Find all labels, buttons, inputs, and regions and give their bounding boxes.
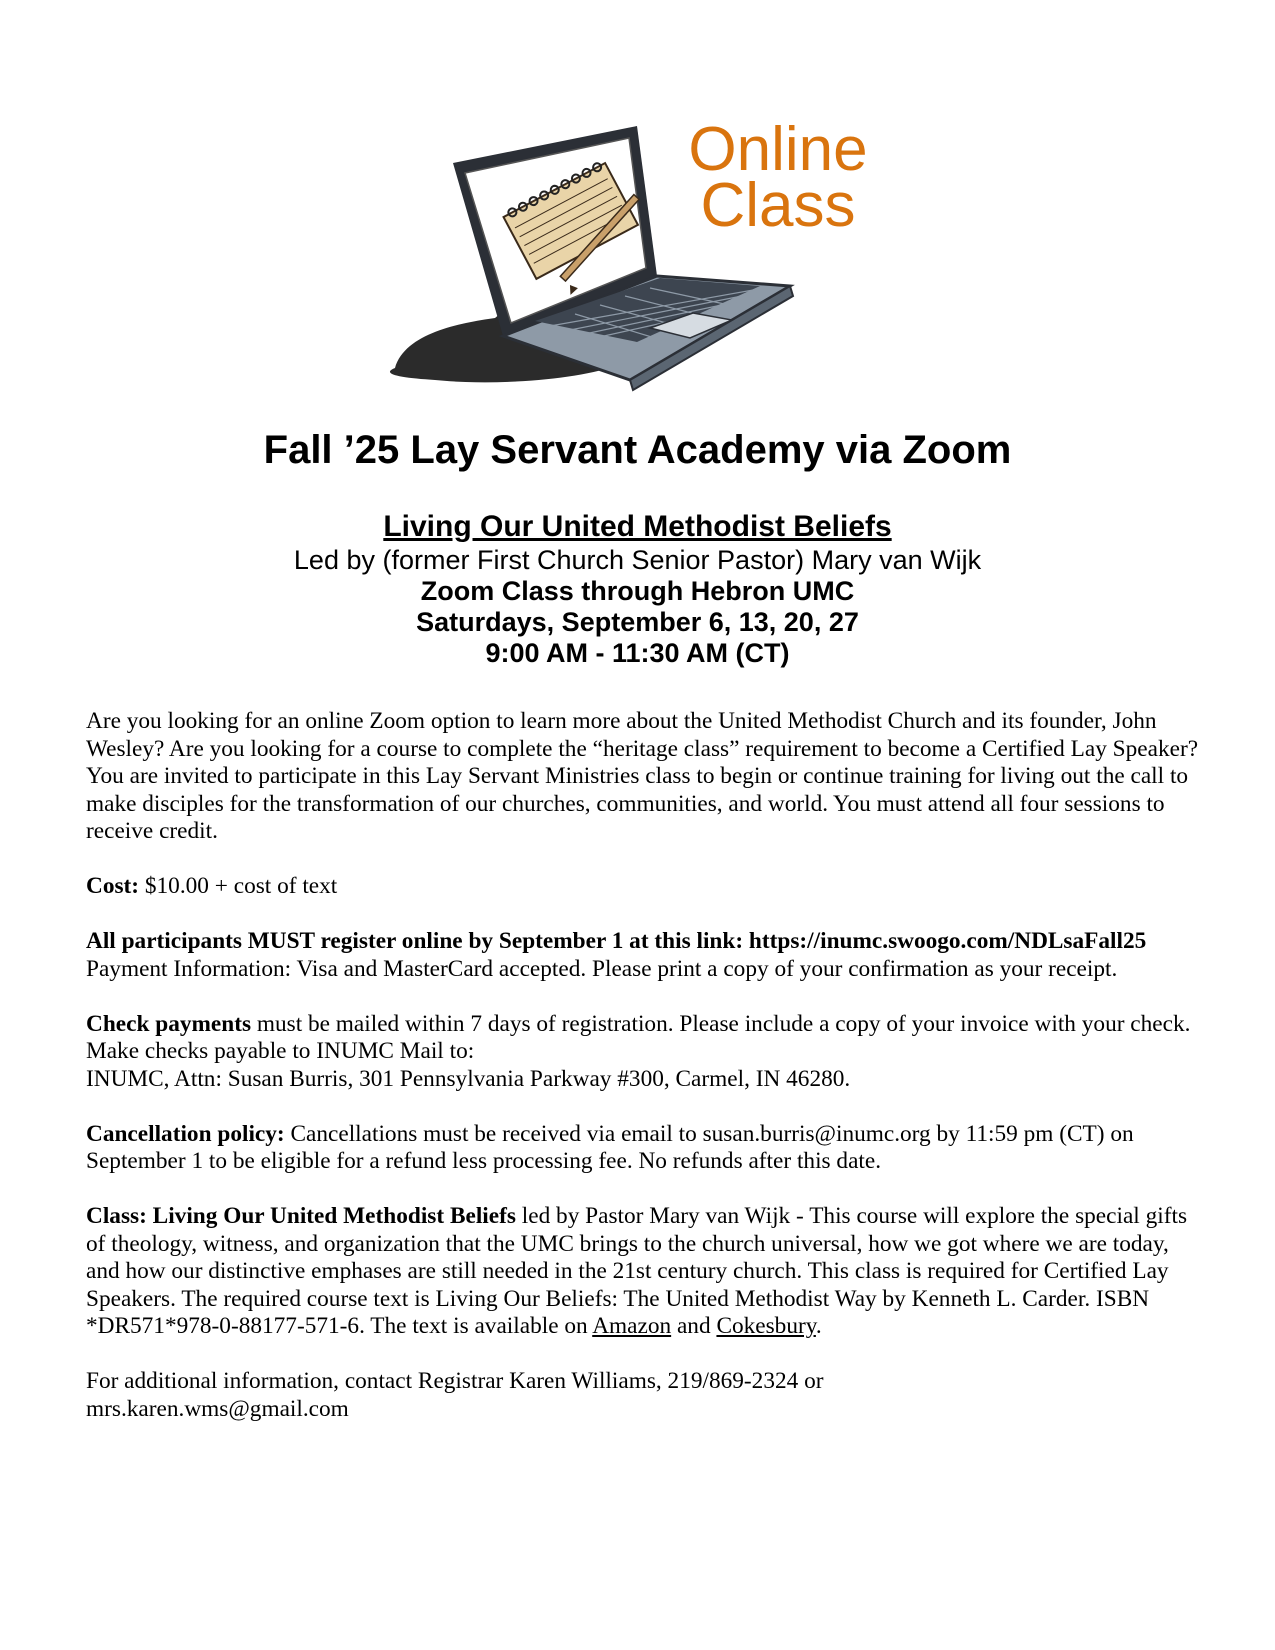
page-title: Fall ’25 Lay Servant Academy via Zoom [263,428,1012,472]
check-label: Check payments [86,1010,252,1037]
online-class-logo [375,115,895,403]
amazon-link[interactable]: Amazon [592,1313,672,1339]
contact-email: mrs.karen.wms@gmail.com [86,1395,349,1422]
cost-text: $10.00 + cost of text [139,873,338,899]
registration-notice: All participants MUST register online by September 1 at this link: https://inumc.swoogo.com/NDLsaFall25 [86,928,1147,954]
course-header [0,510,1275,669]
mailing-address: INUMC, Attn: Susan Burris, 301 Pennsylvania Parkway #300, Carmel, IN 46280. [86,1065,851,1092]
logo-line-online: Online [688,115,868,184]
cost-paragraph [86,873,1201,901]
flyer-body [86,708,1201,1451]
logo-line-class: Class [700,171,856,240]
course-venue: Zoom Class through Hebron UMC [420,576,855,606]
contact-line: For additional information, contact Registrar Karen Williams, 219/869-2324 or [86,1368,824,1394]
cancellation-text: Cancellations must be received via email to susan.burris@inumc.org by 11:59 pm (CT) on September 1 to be eligible for a refund less processing fee. No refunds after this date. [86,1120,1134,1174]
contact-paragraph [86,1368,1201,1423]
class-and: and [671,1313,717,1339]
logo-title [663,115,893,240]
class-description-paragraph [86,1203,1201,1341]
course-time: 9:00 AM - 11:30 AM (CT) [485,638,790,668]
registration-paragraph [86,928,1201,983]
class-text: led by Pastor Mary van Wijk - This course will explore the special gifts of theology, witness, and organization that the UMC brings to the church universal, how we got where we are today, and how our distinctive emphases are still needed in the 21st century church. This class is required for Certified Lay Speakers. The required course text is Living Our Beliefs: The United Methodist Way by Kenneth L. Carder. ISBN *DR571*978-0-88177-571-6. The text is available on [86,1203,1188,1339]
class-label: Class: Living Our United Methodist Beliefs [86,1203,516,1229]
cancellation-label: Cancellation policy: [86,1120,285,1147]
course-dates: Saturdays, September 6, 13, 20, 27 [416,607,859,637]
cokesbury-link[interactable]: Cokesbury [716,1313,816,1339]
course-name: Living Our United Methodist Beliefs [383,510,892,543]
check-text: must be mailed within 7 days of registration. Please include a copy of your invoice with your check. Make checks payable to INUMC Mail to: [86,1010,1191,1064]
cost-label: Cost: [86,873,140,899]
cancellation-paragraph [86,1121,1201,1176]
check-paragraph [86,1011,1201,1094]
class-end: . [815,1313,822,1339]
course-leader: Led by (former First Church Senior Pastor) Mary van Wijk [293,545,982,575]
payment-info: Payment Information: Visa and MasterCard accepted. Please print a copy of your confirmation as your receipt. [86,955,1118,982]
intro-paragraph: Are you looking for an online Zoom option to learn more about the United Methodist Church and its founder, John Wesley? Are you looking for a course to complete the “heritage class” requirement to become a Certified Lay Speaker? You are invited to participate in this Lay Servant Ministries class to begin or continue training for living out the call to make disciples for the transformation of our churches, communities, and world. You must attend all four sessions to receive credit. [86,708,1199,844]
